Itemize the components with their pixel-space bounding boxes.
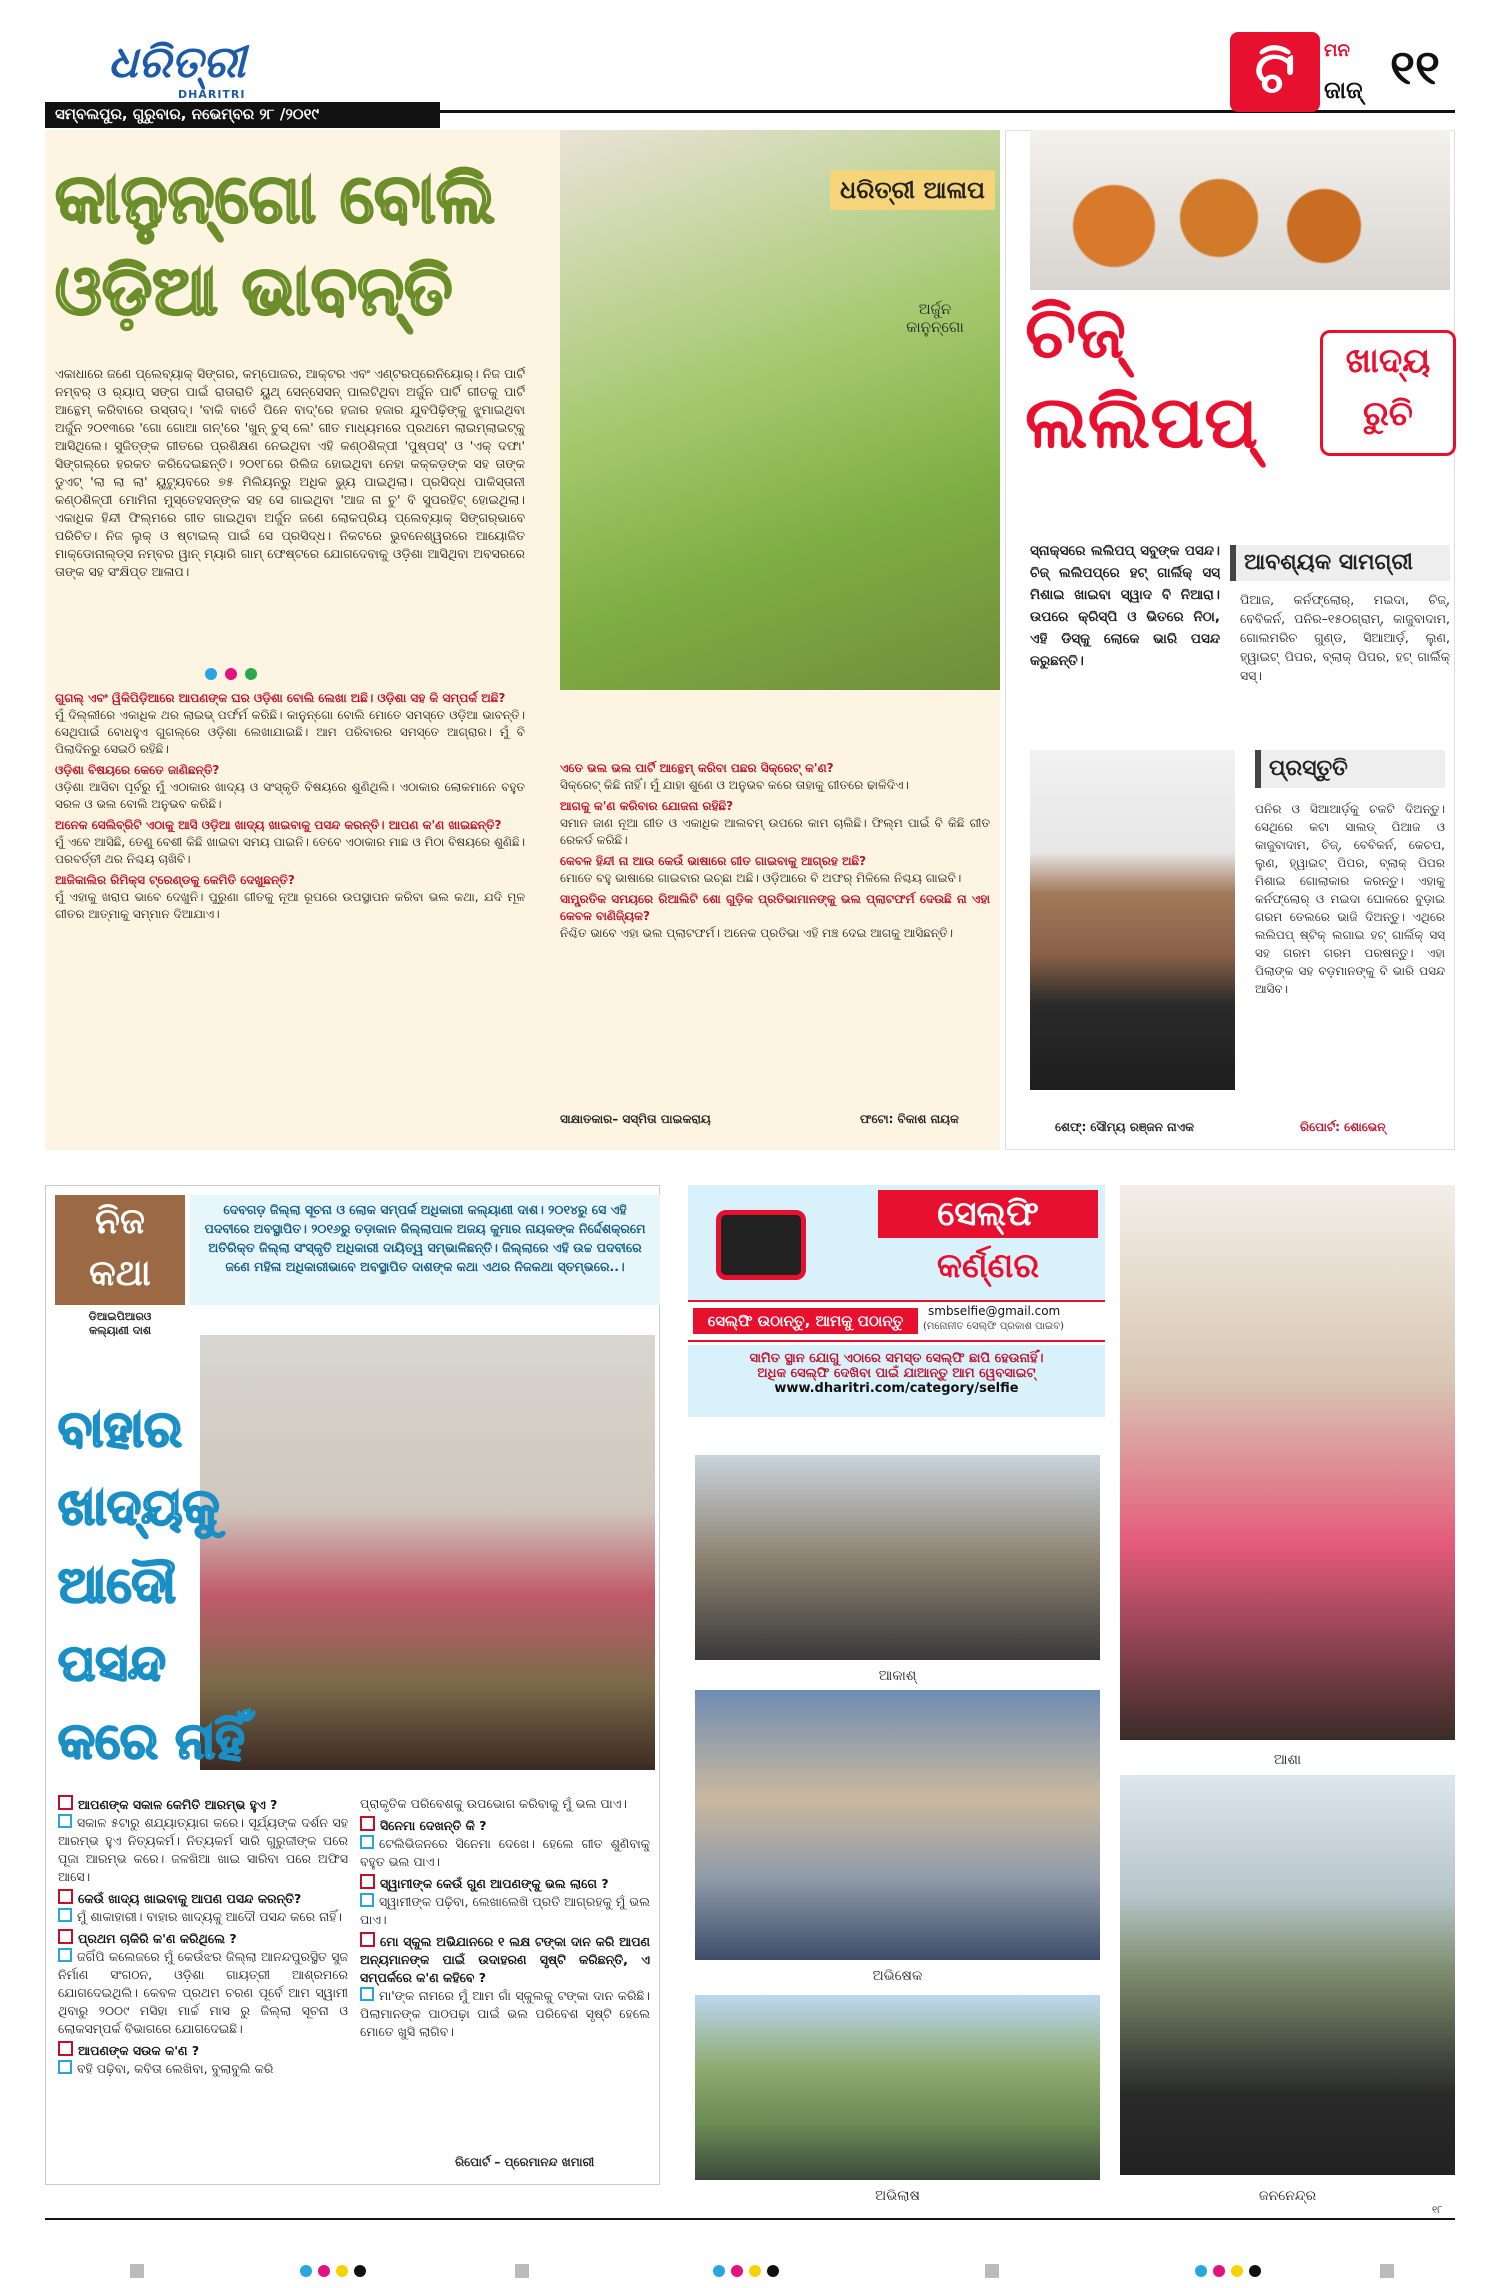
caption-line2: କାନୁନ୍‌ଗୋ xyxy=(906,318,964,336)
nq1-1-a: ମୁଁ ଶାକାହାରୀ। ବାହାର ଖାଦ୍ୟକୁ ଆଦୌ ପସନ୍ଦ କରେ ନାହିଁ। xyxy=(58,1908,348,1926)
chef-caption: ଶେଫ୍: ସୌମ୍ୟ ରଞ୍ଜନ ନାଏକ xyxy=(1055,1120,1195,1134)
recipe-badge xyxy=(1320,330,1456,456)
nq2-2-q: ସ୍ୱାମୀଙ୍କ କେଉଁ ଗୁଣ ଆପଣଙ୍କୁ ଭଲ ଲାଗେ ? xyxy=(360,1874,650,1893)
qa2-0-a: ସିକ୍ରେଟ୍ କିଛି ନାହିଁ। ମୁଁ ଯାହା ଶୁଣେ ଓ ଅନୁଭବ କରେ ତାହାକୁ ଗୀତରେ ଢାଳିଦିଏ। xyxy=(560,778,909,792)
divider-dots xyxy=(205,668,285,680)
nq1-0-a: ସକାଳ ୫ଟାରୁ ଶଯ୍ୟାତ୍ୟାଗ କରେ। ସୂର୍ଯ୍ୟଙ୍କ ଦର୍ଶନ ସହ ଆରମ୍ଭ ହୁଏ ନିତ୍ୟକର୍ମ। ନିତ୍ୟକର୍ମ ସାରି ଗୁରୁଜୀଙ୍କ ପରେ ପୂଜା ଆରମ୍ଭ କରେ। ଜଳଖିଆ ଖାଇ ସାରିବା ପରେ ଅଫିସ ଆସେ। xyxy=(58,1815,348,1884)
feature-photo-caption xyxy=(880,300,990,336)
section-logo[interactable] xyxy=(1230,32,1380,112)
nija-intro: ଦେବଗଡ଼ ଜିଲ୍ଲା ସୂଚନା ଓ ଲୋକ ସମ୍ପର୍କ ଅଧିକାରୀ କଲ୍ୟାଣୀ ଦାଶ। ୨୦୧୪ରୁ ସେ ଏହି ପଦବୀରେ ଅବସ୍ଥାପିତ। ୨୦୧୬ରୁ ତଡ଼ାକାନ ଜିଲ୍ଲାପାଳ ଅଜୟ କୁମାର ନାୟକଙ୍କ ନିର୍ଦ୍ଦେଶକ୍ରମେ ଅତିରିକ୍ତ ଜିଲ୍ଲା ସଂସ୍କୃତି ଅଧିକାରୀ ଦାୟିତ୍ୱ ସମ୍ଭାଳିଛନ୍ତି। ଜିଲ୍ଲାରେ ଏହି ଉଚ୍ଚ ପଦବୀରେ ଜଣେ ମହିଳା ଅଧିକାରୀଭାବେ ଅବସ୍ଥାପିତ ଦାଶଙ୍କ କଥା ଏଥର ନିଜକଥା ସ୍ତମ୍ଭରେ..। xyxy=(204,1202,646,1274)
nija-headline-1: ବାହାର xyxy=(58,1400,182,1458)
qa1-2-a: ମୁଁ ଏବେ ଆସିଛି, ତେଣୁ ବେଶୀ କିଛି ଖାଇବା ସମୟ ପାଇନି। ତେବେ ଏଠାକାର ମାଛ ଓ ମିଠା ବିଷୟରେ ଶୁଣିଛି। ପରବର୍ତ୍ତୀ ଥର ନିଶ୍ଚୟ ଚାଖିବି। xyxy=(55,835,525,866)
selfie-photo-akash xyxy=(695,1455,1100,1660)
method-heading: ପ୍ରସ୍ତୁତି xyxy=(1255,750,1445,788)
selfie-photo-abhilash xyxy=(695,1995,1100,2180)
bottom-rule xyxy=(45,2218,1455,2220)
feature-qa-col2 xyxy=(560,760,990,1100)
nq2-2-a: ସ୍ୱାମୀଙ୍କ ପଢ଼ିବା, ଲେଖାଲେଖି ପ୍ରତି ଆଗ୍ରହକୁ ମୁଁ ଭଲ ପାଏ। xyxy=(360,1894,650,1927)
nq2-1-a: ଟେଲିଭିଜନରେ ସିନେମା ଦେଖେ। ହେଲେ ଗୀତ ଶୁଣିବାକୁ ବହୁତ ଭଲ ପାଏ। xyxy=(360,1836,650,1869)
feature-intro: ଏକାଧାରେ ଜଣେ ପ୍ଲେବ୍ୟାକ୍ ସିଙ୍ଗର, କମ୍ପୋଜର, ଆକ୍ଟର ଏବଂ ଏଣ୍ଟରପ୍ରେନିୟୋର୍। ନିଜ ପାର୍ଟି ନମ୍ବର୍ ଓ ର‌୍ୟାପ୍ ସଙ୍ଗ ପାଇଁ ରାତାରାତି ୟୁଥ୍ ସେନ୍‌ସେସନ୍ ପାଲଟିଥିବା ଅର୍ଜୁନ ପାର୍ଟି ଗୀତକୁ ପାର୍ଟି ଆନ୍ଥେମ୍ କରିବାରେ ଉସ୍ତାଦ୍। 'ବାକି ବାତେଁ ପିନେ ବାଦ୍'ରେ ହଜାର ହଜାର ଯୁବପିଢ଼ିଙ୍କୁ ଝୁମାଇଥିବା ଅର୍ଜୁନ ୨୦୧୩ରେ 'ଗୋ ଗୋଆ ଗନ୍'ରେ 'ଖୁନ୍ ଚୁସ୍ ଲେ' ଗୀତ ମାଧ୍ୟମରେ ପ୍ରଥମେ ଲାଇମ୍‌ଲାଇଟ୍‌କୁ ଆସିଥିଲେ। ସୁଜିତ୍‌ଙ୍କ ଗୀତରେ ପ୍ରଶିକ୍ଷଣ ନେଇଥିବା ଏହି କଣ୍ଠଶିଳ୍ପୀ 'ପୁଷ୍ପସ୍' ଓ 'ଏକ୍ ଦଫା' ସିଙ୍ଗଲ୍‌ରେ ହରକତ କରିଦେଇଛନ୍ତି। ୨୦୧୮ରେ ରିଲିଜ ହୋଇଥିବା ନେହା କକ୍କଡ଼ଙ୍କ ସହ ତାଙ୍କ ଡୁଏଟ୍ 'ଲା ଲା ଲା' ୟୁଟ୍ୟୁବରେ ୭୫ ମିଲିୟନ୍‌ରୁ ଅଧିକ ଭ୍ୟୁ ପାଇଥିଲା। ପ୍ରସିଦ୍ଧ ପାକିସ୍ତାନୀ କଣ୍ଠଶିଳ୍ପୀ ମୋମିନା ମୁସ୍ତେହସନ୍‌ଙ୍କ ସହ ସେ ଗାଇଥିବା 'ଆଜ ନା ଚୁ' ବି ସୁପରହିଟ୍ ହୋଇଥିଲା। ଏକାଧିକ ହିନ୍ଦୀ ଫିଲ୍ମରେ ଗୀତ ଗାଇଥିବା ଅର୍ଜୁନ ଜଣେ ଲୋକପ୍ରିୟ ପ୍ଲେବ୍ୟାକ୍ ସିଙ୍ଗର୍‌ଭାବେ ପରିଚିତ। ନିଜ ଲୁକ୍ ଓ ଷ୍ଟାଇଲ୍ ପାଇଁ ସେ ପ୍ରସିଦ୍ଧ। ନିକଟରେ ଭୁବନେଶ୍ୱରରେ ଆୟୋଜିତ ମାକ୍‌ଡୋନାଲ୍ଡ୍‌ସ ନମ୍ବର ୱାନ୍ ମ୍ୟାରି ଗାମ୍ ଫେଷ୍ଟରେ ଯୋଗଦେବାକୁ ଓଡ଼ିଶା ଆସିଥିବା ଅବସରରେ ତାଙ୍କ ସହ ସଂକ୍ଷିପ୍ତ ଆଳାପ। xyxy=(55,366,525,579)
feature-headline-2: ଓଡ଼ିଆ ଭାବନ୍ତି xyxy=(55,252,453,331)
folio: ୧୮ xyxy=(1432,2205,1443,2216)
ingredients-text: ପିଆଜ, କର୍ନଫ୍ଲୋର୍, ମଇଦା, ଚିଜ୍, ବେବିକର୍ନ, ପନିର–୧୫୦ଗ୍ରାମ୍, କାଜୁବାଦାମ, ଗୋଲମରିଚ ଗୁଣ୍ଡ, ସିଆଆର୍ଡ଼, ଲୁଣ, ହ୍ୱାଇଟ୍ ପିପର, ବ୍ଲାକ୍ ପିପର, ହଟ୍ ଗାର୍ଲିକ୍ ସସ୍। xyxy=(1240,592,1450,683)
qa2-1-q: ଆଗକୁ କ'ଣ କରିବାର ଯୋଜନା ରହିଛି? xyxy=(560,799,734,813)
qa1-1-a: ଓଡ଼ିଶା ଆସିବା ପୂର୍ବରୁ ମୁଁ ଏଠାକାର ଖାଦ୍ୟ ଓ ସଂସ୍କୃତି ବିଷୟରେ ଶୁଣିଥିଲି। ଏଠାକାର ଲୋକମାନେ ବହୁତ ସରଳ ଓ ଭଲ ବୋଲି ଅନୁଭବ କରିଛି। xyxy=(55,780,525,811)
nija-headline-4: ପସନ୍ଦ xyxy=(58,1634,166,1692)
section-logo-top: ମନ xyxy=(1324,40,1350,61)
selfie-title-2: କର୍ଣ୍ଣର xyxy=(936,1246,1040,1286)
section-logo-letter: ଟି xyxy=(1230,32,1320,112)
nija-badge-2: କଥା xyxy=(89,1253,151,1294)
qa1-0-a: ମୁଁ ଦିଲ୍ଲୀରେ ଏକାଧିକ ଥର ଲାଇଭ୍ ପର୍ଫର୍ମ କରିଛି। କାନୁନ୍‌ଗୋ ବୋଲି ମୋତେ ସମସ୍ତେ ଓଡ଼ିଆ ଭାବନ୍ତି। ସେଥିପାଇଁ ବୋଧହୁଏ ଗୁଗଲ୍‌ରେ ଓଡ଼ିଶା ଲେଖାଯାଇଛି। ଆମ ପରିବାରର ସମସ୍ତେ ଆଗ୍ରାର। ମୁଁ ବି ପିଲାଦିନରୁ ସେଇଠି ରହିଛି। xyxy=(55,708,525,756)
recipe-badge-1: ଖାଦ୍ୟ xyxy=(1345,341,1431,381)
selfie-info-2: ଅଧିକ ସେଲ୍‌ଫି ଦେଖିବା ପାଇଁ ଯାଆନ୍ତୁ ଆମ ୱେବସାଇଟ୍ xyxy=(757,1366,1036,1381)
selfie-strip xyxy=(688,1300,1105,1342)
chef-photo xyxy=(1030,750,1235,1090)
nija-headline-5: କରେ ନାହିଁ xyxy=(58,1712,245,1770)
selfie-info-1: ସାମିତ ସ୍ଥାନ ଯୋଗୁ ଏଠାରେ ସମସ୍ତ ସେଲ୍‌ଫି ଛାପି ହେଉନାହିଁ। xyxy=(749,1351,1044,1366)
nija-qa-col1 xyxy=(58,1795,348,2175)
caption-janendra: ଜନନେନ୍ଦ୍ର xyxy=(1258,2188,1317,2204)
selfie-title-1: ସେଲ୍‌ଫି xyxy=(878,1190,1098,1238)
nq1-0-q: ଆପଣଙ୍କ ସକାଳ କେମିତି ଆରମ୍ଭ ହୁଏ ? xyxy=(58,1795,348,1814)
nq2-3-q: ମୋ ସ୍କୁଲ ଅଭିଯାନରେ ୧ ଲକ୍ଷ ଟଙ୍କା ଦାନ କରି ଆପଣ ଅନ୍ୟମାନଙ୍କ ପାଇଁ ଉଦାହରଣ ସୃଷ୍ଟି କରିଛନ୍ତି, ଏ ସମ୍ପର୍କରେ କ'ଣ କହିବେ ? xyxy=(360,1934,650,1985)
logo-text: ଧରିତ୍ରୀ xyxy=(108,37,246,88)
selfie-url[interactable]: www.dharitri.com/category/selfie xyxy=(774,1381,1019,1396)
nq2-3-a: ମା'ଙ୍କ ନାମରେ ମୁଁ ଆମ ଗାଁ ସ୍କୁଲକୁ ଟଙ୍କା ଦାନ କରିଛି। ପିଲାମାନଙ୍କ ପାଠପଢ଼ା ପାଇଁ ଭଲ ପରିବେଶ ସୃଷ୍ଟି ହେଲେ ମୋତେ ଖୁସି ଲାଗିବ। xyxy=(360,1988,650,2039)
qa2-3-q: ସାମ୍ପ୍ରତିକ ସମୟରେ ରିଆଲିଟି ଶୋ ଗୁଡ଼ିକ ପ୍ରତିଭାମାନଙ୍କୁ ଭଲ ପ୍ଲାଟଫର୍ମ ଦେଉଛି ନା ଏହା କେବଳ ବାଣିଜ୍ୟିକ? xyxy=(560,892,990,923)
feature-photo xyxy=(560,130,1000,690)
credit-interview: ସାକ୍ଷାତକାର– ସସ୍ମିତା ପାଇକରାୟ xyxy=(560,1112,711,1126)
registration-marks xyxy=(0,2262,1500,2282)
nija-reporter: ରିପୋର୍ଟ – ପ୍ରେମାନନ୍ଦ ଖମାରୀ xyxy=(455,2155,595,2169)
qa1-3-q: ଆଜିକାଲିର ରିମିକ୍ସ ଟ୍ରେଣ୍ଡକୁ କେମିତି ଦେଖୁଛନ୍ତି? xyxy=(55,873,295,887)
selfie-note: (ମନୋନୀତ ସେଲ୍‌ଫି ପ୍ରକାଶ ପାଇବ) xyxy=(923,1321,1064,1332)
selfie-photo-asha xyxy=(1120,1185,1455,1740)
qa1-0-q: ଗୁଗଲ୍ ଏବଂ ୱିକିପିଡ଼ିଆରେ ଆପଣଙ୍କ ଘର ଓଡ଼ିଶା ବୋଲି ଲେଖା ଅଛି। ଓଡ଼ିଶା ସହ କି ସମ୍ପର୍କ ଅଛି? xyxy=(55,691,506,705)
selfie-header xyxy=(688,1185,1105,1305)
qa2-2-q: କେବଳ ହିନ୍ଦୀ ନା ଆଉ କେଉଁ ଭାଷାରେ ଗୀତ ଗାଇବାକୁ ଆଗ୍ରହ ଅଛି? xyxy=(560,854,867,868)
caption-line1: ଅର୍ଜୁନ xyxy=(918,300,952,318)
nq1-2-a: ଜଗିଁପି କଲେଜରେ ମୁଁ କେଉଁଝର ଜିଲ୍ଲା ଆନନ୍ଦପୁରସ୍ଥିତ ସୁଜ ନିର୍ମାଣ ସଂଗଠନ, ଓଡ଼ିଶା ଗାୟତ୍ରୀ ଆଶ୍ରମରେ ଯୋଗଦେଇଥିଲି। କେବଳ ପ୍ରଥମ ଚରଣ ପୂର୍ବେ ଆମ ସ୍ୱାମୀ ଥିବାରୁ ୨୦୦୯ ମସିହା ମାର୍ଚ୍ଚ ମାସ ରୁ ଜିଲ୍ଲା ସୂଚନା ଓ ଲୋକସମ୍ପର୍କ ବିଭାଗରେ ଯୋଗଦେଇଛି। xyxy=(58,1949,348,2036)
qa2-2-a: ମୋତେ ବହୁ ଭାଷାରେ ଗାଇବାର ଇଚ୍ଛା ଅଛି। ଓଡ଼ିଆରେ ବି ଅଫର୍ ମିଳିଲେ ନିଶ୍ଚୟ ଗାଇବି। xyxy=(560,871,962,885)
qa1-2-q: ଅନେକ ସେଲିବ୍ରିଟି ଏଠାକୁ ଆସି ଓଡ଼ିଆ ଖାଦ୍ୟ ଖାଇବାକୁ ପସନ୍ଦ କରନ୍ତି। ଆପଣ କ'ଣ ଖାଇଛନ୍ତି? xyxy=(55,818,502,832)
selfie-info xyxy=(688,1345,1105,1417)
camera-icon xyxy=(716,1210,806,1280)
dateline: ସମ୍ବଲପୁର, ଗୁରୁବାର, ନଭେମ୍ବର ୨୮ /୨୦୧୯ xyxy=(55,105,319,123)
nq2-1-q: ସିନେମା ଦେଖନ୍ତି କି ? xyxy=(360,1816,650,1835)
ingredients-heading: ଆବଶ୍ୟକ ସାମଗ୍ରୀ xyxy=(1230,545,1450,581)
qa2-0-q: ଏତେ ଭଲ ଭଲ ପାର୍ଟି ଆନ୍ଥେମ୍ କରିବା ପଛର ସିକ୍ରେଟ୍ କ'ଣ? xyxy=(560,761,834,775)
selfie-photo-janendra xyxy=(1120,1775,1455,2175)
nq1-1-q: କେଉଁ ଖାଦ୍ୟ ଖାଇବାକୁ ଆପଣ ପସନ୍ଦ କରନ୍ତି? xyxy=(58,1889,348,1908)
caption-asha: ଆଶା xyxy=(1273,1752,1302,1768)
caption-abhilash: ଅଭିଲାଷ xyxy=(875,2188,920,2204)
section-logo-bottom: ଜାଜ୍ xyxy=(1324,76,1363,104)
nija-headline xyxy=(58,1390,388,1780)
caption-akash: ଆକାଶ୍ xyxy=(878,1668,917,1684)
recipe-photo xyxy=(1030,130,1450,290)
nija-badge xyxy=(55,1195,185,1305)
nija-badge-1: ନିଜ xyxy=(95,1201,145,1242)
nija-headline-3: ଆଦୌ xyxy=(58,1556,176,1614)
feature-tag: ଧରିତ୍ରୀ ଆଳାପ xyxy=(830,170,995,210)
selfie-email[interactable]: smbselfie@gmail.com xyxy=(928,1304,1061,1318)
credit-photo: ଫଟୋ: ବିକାଶ ନାୟକ xyxy=(860,1112,959,1126)
nq1-3-q: ଆପଣଙ୍କ ସଉକ କ'ଣ ? xyxy=(58,2041,348,2060)
recipe-title-2: ଲଲିପପ୍ xyxy=(1025,380,1258,464)
nq2-0-a: ପ୍ରାକୃତିକ ପରିବେଶକୁ ଉପଭୋଗ କରିବାକୁ ମୁଁ ଭଲ ପାଏ। xyxy=(360,1796,627,1811)
recipe-title-1: ଚିଜ୍ xyxy=(1025,290,1126,374)
nq1-3-a: ବହି ପଢ଼ିବା, କବିତା ଲେଖିବା, ବୁଲାବୁଲି କରି xyxy=(58,2060,348,2078)
masthead-logo[interactable] xyxy=(108,38,268,108)
nija-qa-col2 xyxy=(360,1795,650,2150)
logo-subtext: DHARITRI xyxy=(178,88,246,101)
selfie-strip-text: ସେଲ୍‌ଫି ଉଠାନ୍ତୁ, ଆମକୁ ପଠାନ୍ତୁ xyxy=(693,1308,918,1334)
selfie-photo-abhishek-img xyxy=(695,1690,1100,1960)
caption-abhishek: ଅଭିଷେକ xyxy=(872,1968,923,1984)
feature-headline-1: କାନୁନ୍‌ଗୋ ବୋଲି xyxy=(55,160,496,239)
page-number: ୧୧ xyxy=(1390,40,1441,96)
qa1-1-q: ଓଡ଼ିଶା ବିଷୟରେ କେତେ ଜାଣିଛନ୍ତି? xyxy=(55,763,220,777)
recipe-reporter: ରିପୋର୍ଟ: ଶୋଭେନ୍ xyxy=(1300,1120,1386,1134)
nija-sub-2: କଲ୍ୟାଣୀ ଦାଶ xyxy=(88,1324,152,1337)
qa1-3-a: ମୁଁ ଏହାକୁ ଖରାପ ଭାବେ ଦେଖୁନି। ପୁରୁଣା ଗୀତକୁ ନୂଆ ରୂପରେ ଉପସ୍ଥାପନ କରିବା ଭଲ କଥା, ଯଦି ମୂଳ ଗୀତର ଆତ୍ମାକୁ ସମ୍ମାନ ଦିଆଯାଏ। xyxy=(55,890,525,921)
nija-sub xyxy=(55,1310,185,1338)
feature-qa-col1 xyxy=(55,690,525,1110)
nq1-2-q: ପ୍ରଥମ ଚାକିରି କ'ଣ କରିଥିଲେ ? xyxy=(58,1929,348,1948)
method-text: ପନିର ଓ ସିଆଆର୍ଡ଼କୁ ଚକଟି ଦିଅନ୍ତୁ। ସେଥିରେ କଟା ସାଲଡ୍ ପିଆଜ ଓ କାଜୁବାଦାମ, ଚିଜ୍, ବେବିକର୍ନ, କେଚପ, ଲୁଣ, ହ୍ୱାଇଟ୍ ପିପର, ବ୍ଲାକ୍ ପିପର ମିଶାଇ ଗୋଲାକାର କରନ୍ତୁ। ଏହାକୁ କର୍ନଫ୍ଲୋର୍ ଓ ମଇଦା ଘୋଳରେ ବୁଡ଼ାଇ ଗରମ ତେଲରେ ଭାଜି ଦିଅନ୍ତୁ। ଏଥିରେ ଲଲିପପ୍ ଷ୍ଟିକ୍ ଲଗାଇ ହଟ୍ ଗାର୍ଲିକ୍ ସସ୍ ସହ ଗରମ ଗରମ ପରଷନ୍ତୁ। ଏହା ପିଲାଙ୍କ ସହ ବଡ଼ମାନଙ୍କୁ ବି ଭାରି ପସନ୍ଦ ଆସିବ। xyxy=(1255,802,1445,996)
qa2-1-a: ସମାନ ଜାଣ ନୂଆ ଗୀତ ଓ ଏକାଧିକ ଆଲବମ୍ ଉପରେ କାମ ଚାଲିଛି। ଫିଲ୍ମ ପାଇଁ ବି କିଛି ଗୀତ ରେକର୍ଡ କରିଛି। xyxy=(560,816,990,847)
qa2-3-a: ନିଶ୍ଚିତ ଭାବେ ଏହା ଭଲ ପ୍ଲାଟଫର୍ମ। ଅନେକ ପ୍ରତିଭା ଏହି ମଞ୍ଚ ଦେଇ ଆଗକୁ ଆସିଛନ୍ତି। xyxy=(560,926,954,940)
recipe-badge-2: ରୁଚି xyxy=(1363,394,1413,434)
nija-headline-2: ଖାଦ୍ୟକୁ xyxy=(58,1478,220,1536)
nija-sub-1: ଡିଆଇପିଆରଓ xyxy=(88,1310,152,1323)
recipe-intro: ସ୍ନାକ୍ସରେ ଲଲିପପ୍ ସବୁଙ୍କ ପସନ୍ଦ। ଚିଜ୍ ଲଲିପପ୍‌ରେ ହଟ୍ ଗାର୍ଲିକ୍ ସସ୍ ମିଶାଇ ଖାଇବା ସ୍ୱାଦ ବି ନିଆରା। ଉପରେ କ୍ରିସ୍ପି ଓ ଭିତରେ ନିଠା, ଏହି ଡିସ୍‌କୁ ଲୋକେ ଭାରି ପସନ୍ଦ କରୁଛନ୍ତି। xyxy=(1030,543,1220,669)
